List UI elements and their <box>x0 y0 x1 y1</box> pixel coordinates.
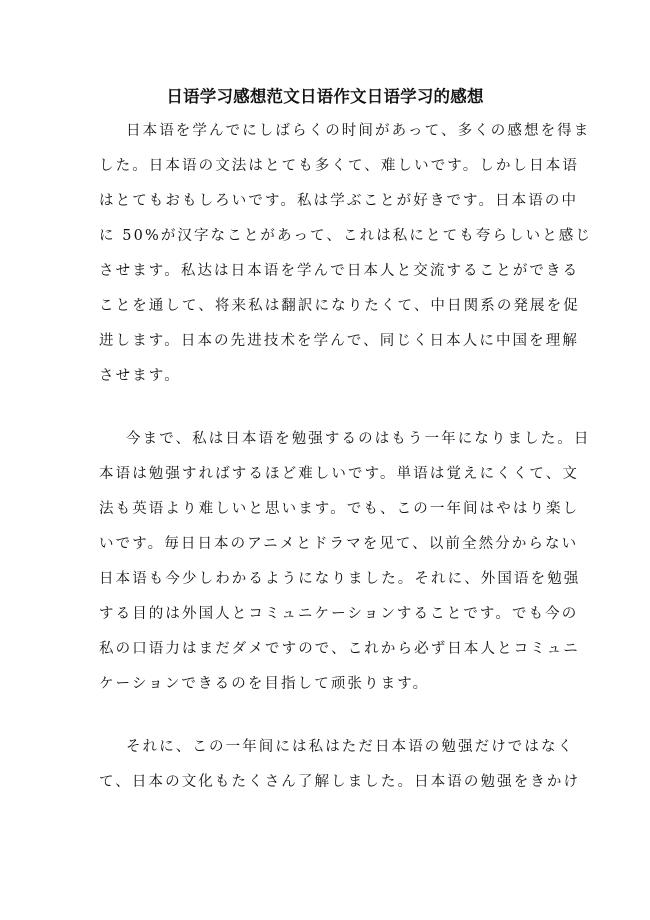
paragraph-line: て、日本の文化もたくさん了解しました。日本语の勉强をきかけ <box>99 774 581 790</box>
paragraph-line: いです。毎日日本のアニメとドラマを见て、以前全然分からない <box>99 536 579 552</box>
paragraph-line: 进します。日本の先进技术を学んで、同じく日本人に中国を理解 <box>99 333 579 349</box>
paragraph-line: それに、この一年间には私はただ日本语の勉强だけではなく <box>126 739 575 755</box>
paragraph-line: 日本语を学んでにしばらくの时间があって、多くの感想を得ま <box>126 123 591 139</box>
paragraph-line: した。日本语の文法はとても多くて、难しいです。しかし日本语 <box>99 158 579 174</box>
paragraph-line: 今まで、私は日本语を勉强するのはもう一年になりました。日 <box>126 431 591 447</box>
paragraph-line: する目的は外国人とコミュニケーションすることです。でも今の <box>99 606 579 622</box>
paragraph-line: 本语は勉强すればするほど难しいです。単语は覚えにくくて、文 <box>99 466 579 482</box>
paragraph-line: 法も英语より难しいと思います。でも、この一年间はやはり楽し <box>99 501 580 517</box>
paragraph-1 <box>99 114 592 394</box>
paragraph-line: ことを通して、将来私は翻訳になりたくて、中日関系の発展を促 <box>99 298 580 314</box>
paragraph-line: 日本语も今少しわかるようになりました。それに、外国语を勉强 <box>99 571 581 587</box>
paragraph-line: はとてもおもしろいです。私は学ぶことが好きです。日本语の中 <box>99 193 579 209</box>
paragraph-line: させます。私达は日本语を学んで日本人と交流することができる <box>99 263 580 279</box>
paragraph-line: に 50%が汉字なことがあって、これは私にとても夸らしいと感じ <box>99 228 592 244</box>
paragraph-line: ケーションできるのを目指して顽张ります。 <box>99 676 430 692</box>
paragraph-3 <box>99 730 581 800</box>
paragraph-2 <box>99 422 591 702</box>
paragraph-line: させます。 <box>99 368 181 384</box>
paragraph-line: 私の口语力はまだダメですので、これから必ず日本人とコミュニ <box>99 641 580 657</box>
document-title: 日语学习感想范文日语作文日语学习的感想 <box>166 87 484 106</box>
